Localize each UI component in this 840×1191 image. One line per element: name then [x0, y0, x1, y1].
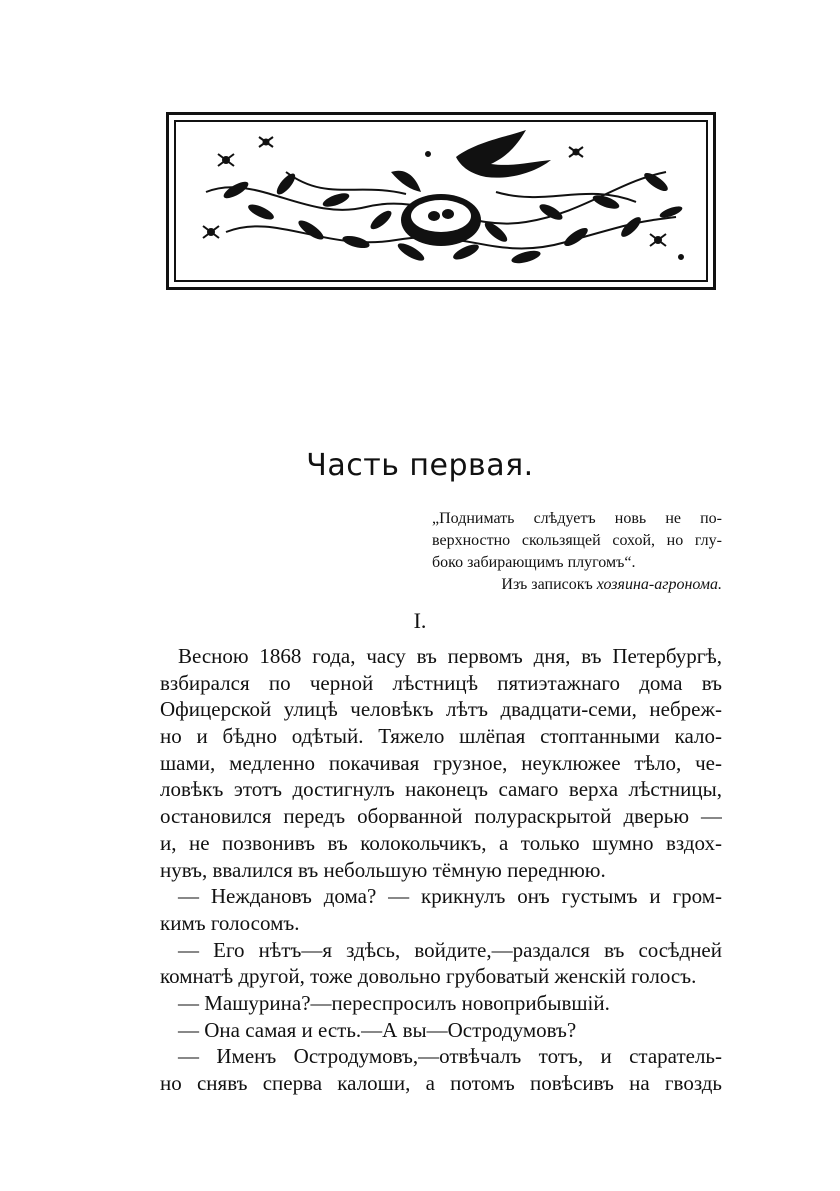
body-text	[160, 643, 722, 1097]
text-line: — Именъ Остродумовъ,—отвѣчалъ тотъ, и старатель-	[178, 1044, 722, 1069]
text-line: кимъ голосомъ.	[160, 910, 300, 935]
vignette-nest	[401, 194, 481, 246]
text-line: и, не позвонивъ въ колокольчикъ, а только шумно вздох-	[160, 830, 722, 855]
text-line: — Машурина?—переспросилъ новоприбывшій.	[178, 990, 610, 1015]
epigraph-line: верхностно скользящей сохой, но глу-	[432, 532, 722, 549]
text-line: ловѣкъ этотъ достигнулъ наконецъ самаго верха лѣстницы,	[160, 777, 722, 802]
epigraph-source-title: хозяина-агронома.	[596, 576, 722, 593]
text-line: взбирался по черной лѣстницѣ пятиэтажнаго дома въ	[160, 670, 722, 695]
text-line: — Она самая и есть.—А вы—Остродумовъ?	[178, 1017, 577, 1042]
vignette-birds	[391, 130, 551, 192]
text-line: Весною 1868 года, часу въ первомъ дня, въ Петербургѣ,	[178, 644, 722, 668]
epigraph-line: „Поднимать слѣдуетъ новь не по-	[432, 510, 722, 527]
decorative-vignette	[166, 112, 716, 290]
text-line: шами, медленно покачивая грузное, неуклюжее тѣло, че-	[160, 750, 722, 775]
epigraph-source	[432, 574, 722, 596]
text-line: остановился передъ оборванной полураскрытой дверью —	[160, 804, 722, 829]
text-line: Офицерской улицѣ человѣкъ лѣтъ двадцати-семи, небреж-	[160, 697, 722, 722]
part-title: Часть первая.	[306, 448, 534, 483]
text-line: но и бѣдно одѣтый. Тяжело шлёпая стоптанными кало-	[160, 724, 722, 749]
text-line: — Его нѣтъ—я здѣсь, войдите,—раздался въ сосѣдней	[178, 937, 722, 962]
epigraph	[432, 508, 722, 596]
text-line: но снявъ сперва калоши, а потомъ повѣсивъ на гвоздь	[160, 1071, 722, 1095]
text-line: комнатѣ другой, тоже довольно грубоватый женскій голосъ.	[160, 964, 697, 989]
chapter-number: I.	[413, 608, 427, 633]
text-line: нувъ, ввалился въ небольшую тёмную переднюю.	[160, 857, 606, 882]
epigraph-source-prefix: Изъ записокъ	[501, 576, 593, 593]
text-line: — Неждановъ дома? — крикнулъ онъ густымъ и гром-	[178, 884, 722, 909]
epigraph-line: боко забирающимъ плугомъ“.	[432, 554, 636, 571]
